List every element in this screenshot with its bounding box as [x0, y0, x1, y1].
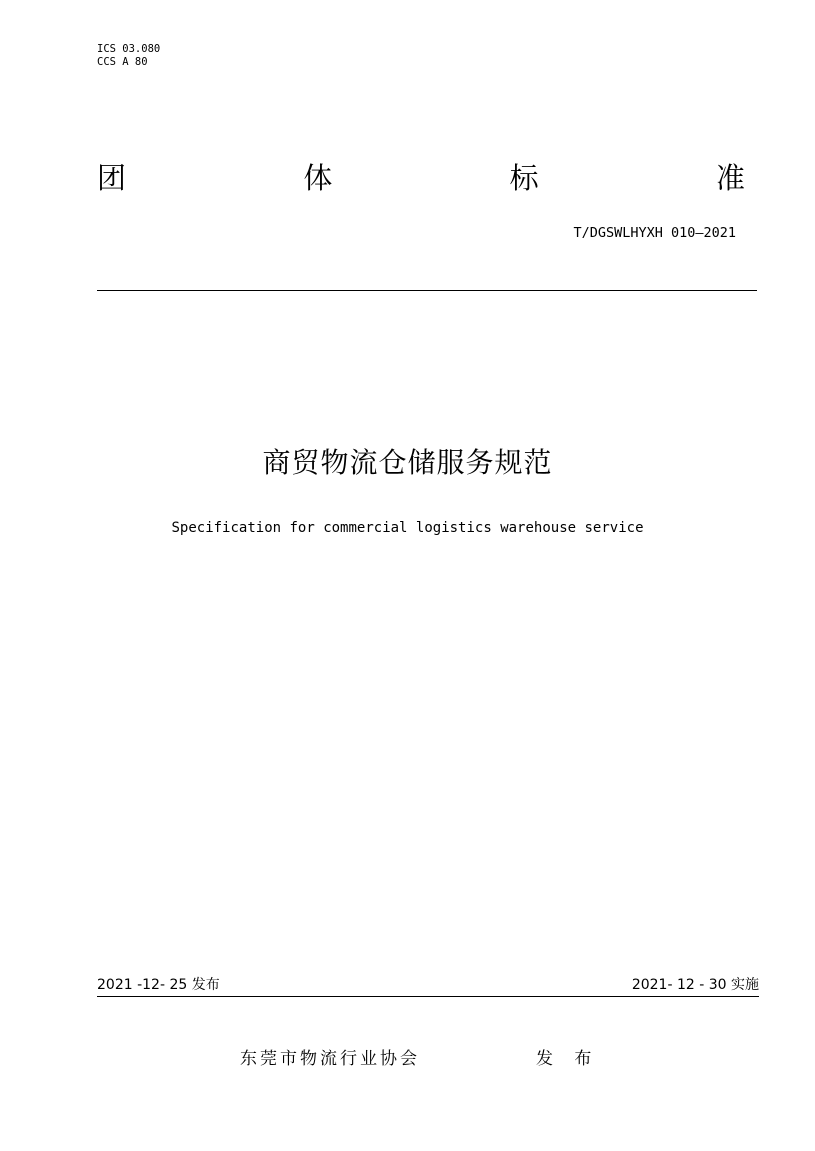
header-divider — [97, 290, 757, 291]
standard-type-char: 准 — [715, 161, 745, 195]
standard-number: T/DGSWLHYXH 010—2021 — [573, 225, 736, 241]
issue-label: 发 布 — [536, 1049, 600, 1069]
document-title-english: Specification for commercial logistics warehouse service — [171, 520, 644, 536]
date-row — [97, 976, 759, 997]
ccs-code: CCS A 80 — [97, 56, 148, 68]
implement-date: 2021- 12 - 30 实施 — [631, 977, 759, 993]
standard-type-char: 体 — [303, 161, 333, 195]
standard-type-heading — [97, 160, 745, 196]
standard-type-char: 标 — [509, 161, 539, 195]
ics-code: ICS 03.080 — [97, 43, 161, 55]
publish-date: 2021 -12- 25 发布 — [97, 977, 220, 993]
standard-type-char: 团 — [97, 161, 127, 195]
issuing-organization: 东莞市物流行业协会 — [240, 1049, 420, 1069]
classification-codes — [97, 43, 160, 69]
document-title-chinese: 商贸物流仓储服务规范 — [262, 446, 553, 479]
